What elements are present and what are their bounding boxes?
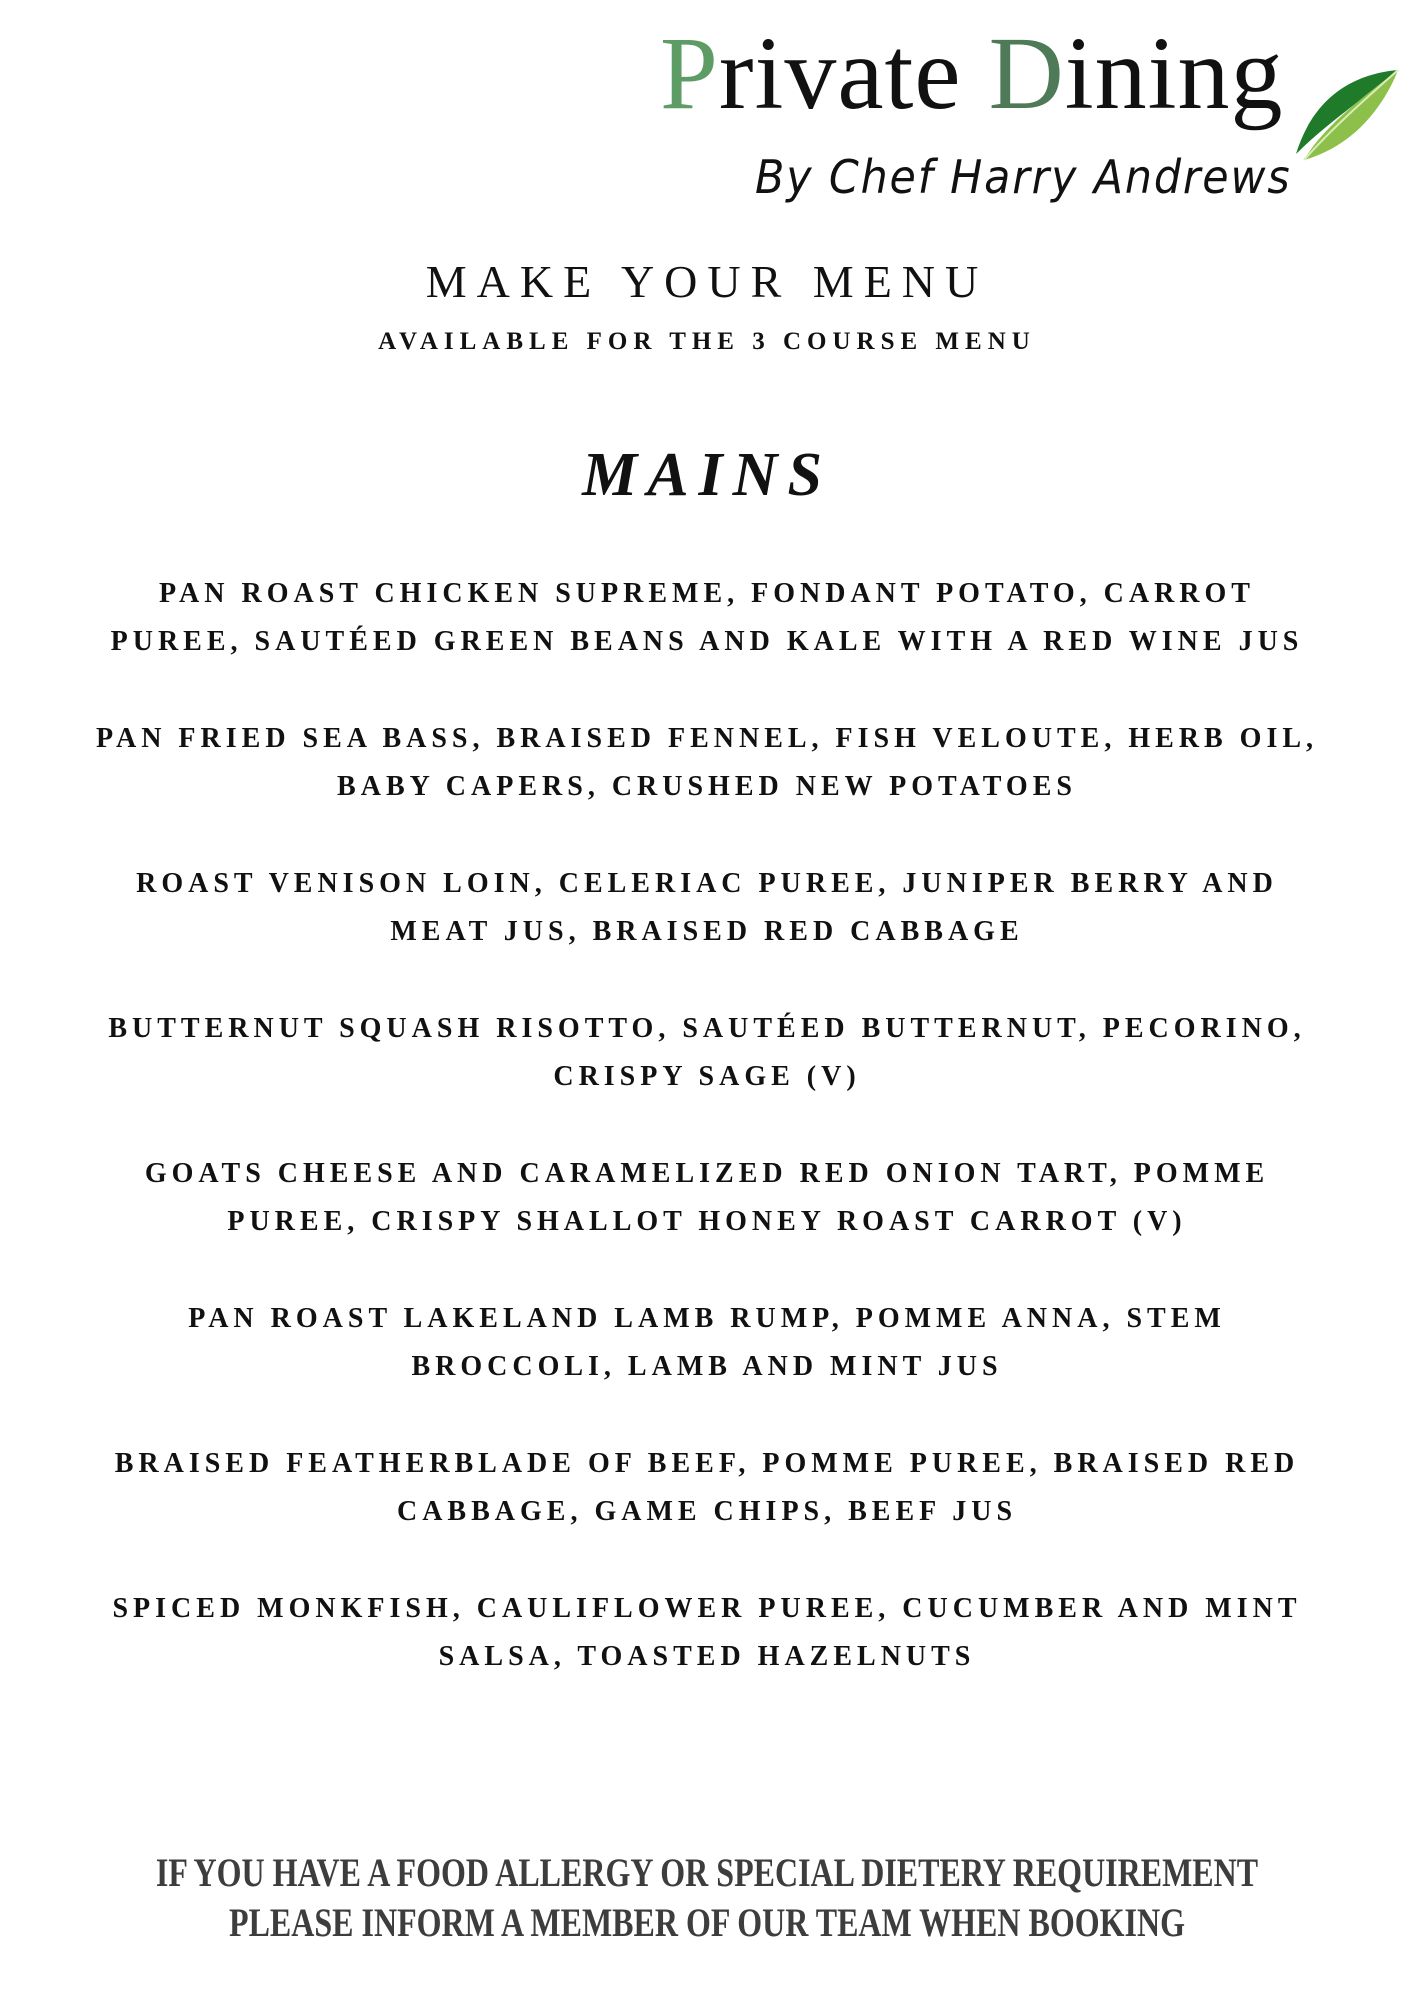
- menu-item: [0, 1150, 1414, 1246]
- menu-item-line: PUREE, SAUTÉED GREEN BEANS AND KALE WITH A RED WINE JUS: [110, 626, 1304, 657]
- logo-subtitle: By Chef Harry Andrews: [755, 150, 1292, 204]
- menu-items: [0, 570, 1414, 1730]
- menu-item-line: CABBAGE, GAME CHIPS, BEEF JUS: [396, 1496, 1018, 1527]
- menu-item: [0, 860, 1414, 956]
- menu-item-line: GOATS CHEESE AND CARAMELIZED RED ONION TART, POMME: [144, 1158, 1270, 1189]
- logo-letter-p: P: [660, 16, 719, 131]
- menu-item-line: BABY CAPERS, CRUSHED NEW POTATOES: [337, 771, 1077, 802]
- menu-item-line: BUTTERNUT SQUASH RISOTTO, SAUTÉED BUTTERNUT, PECORINO,: [108, 1013, 1306, 1044]
- page-subtitle: AVAILABLE FOR THE 3 COURSE MENU: [378, 328, 1036, 355]
- section-title: MAINS: [582, 441, 832, 509]
- allergy-notice: [0, 1848, 1414, 1948]
- menu-item-line: PUREE, CRISPY SHALLOT HONEY ROAST CARROT (V): [227, 1206, 1187, 1237]
- menu-item-line: ROAST VENISON LOIN, CELERIAC PUREE, JUNIPER BERRY AND: [136, 868, 1278, 899]
- menu-item: [0, 1005, 1414, 1101]
- menu-item-line: MEAT JUS, BRAISED RED CABBAGE: [390, 916, 1024, 947]
- menu-item-line: BRAISED FEATHERBLADE OF BEEF, POMME PUREE, BRAISED RED: [114, 1448, 1300, 1479]
- logo-word-ining: ining: [1064, 16, 1284, 131]
- allergy-notice-line2: PLEASE INFORM A MEMBER OF OUR TEAM WHEN BOOKING: [229, 1900, 1185, 1945]
- leaf-icon: [1284, 66, 1400, 162]
- menu-item-line: PAN ROAST CHICKEN SUPREME, FONDANT POTATO, CARROT: [159, 578, 1255, 609]
- menu-item-line: BROCCOLI, LAMB AND MINT JUS: [411, 1351, 1003, 1382]
- menu-item: [0, 715, 1414, 811]
- logo-title: [660, 16, 1284, 131]
- menu-item: [0, 570, 1414, 666]
- menu-item-line: PAN ROAST LAKELAND LAMB RUMP, POMME ANNA, STEM: [188, 1303, 1226, 1334]
- menu-item: [0, 1295, 1414, 1391]
- menu-item: [0, 1440, 1414, 1536]
- menu-item-line: CRISPY SAGE (V): [553, 1061, 861, 1092]
- menu-item: [0, 1585, 1414, 1681]
- menu-item-line: SPICED MONKFISH, CAULIFLOWER PUREE, CUCUMBER AND MINT: [112, 1593, 1302, 1624]
- page-title: MAKE YOUR MENU: [425, 256, 989, 307]
- allergy-notice-line1: IF YOU HAVE A FOOD ALLERGY OR SPECIAL DIETERY REQUIREMENT: [155, 1850, 1259, 1895]
- logo-letter-d: D: [988, 16, 1065, 131]
- logo-word-rivate: rivate: [718, 16, 989, 131]
- menu-item-line: PAN FRIED SEA BASS, BRAISED FENNEL, FISH VELOUTE, HERB OIL,: [95, 723, 1319, 754]
- menu-item-line: SALSA, TOASTED HAZELNUTS: [438, 1641, 976, 1672]
